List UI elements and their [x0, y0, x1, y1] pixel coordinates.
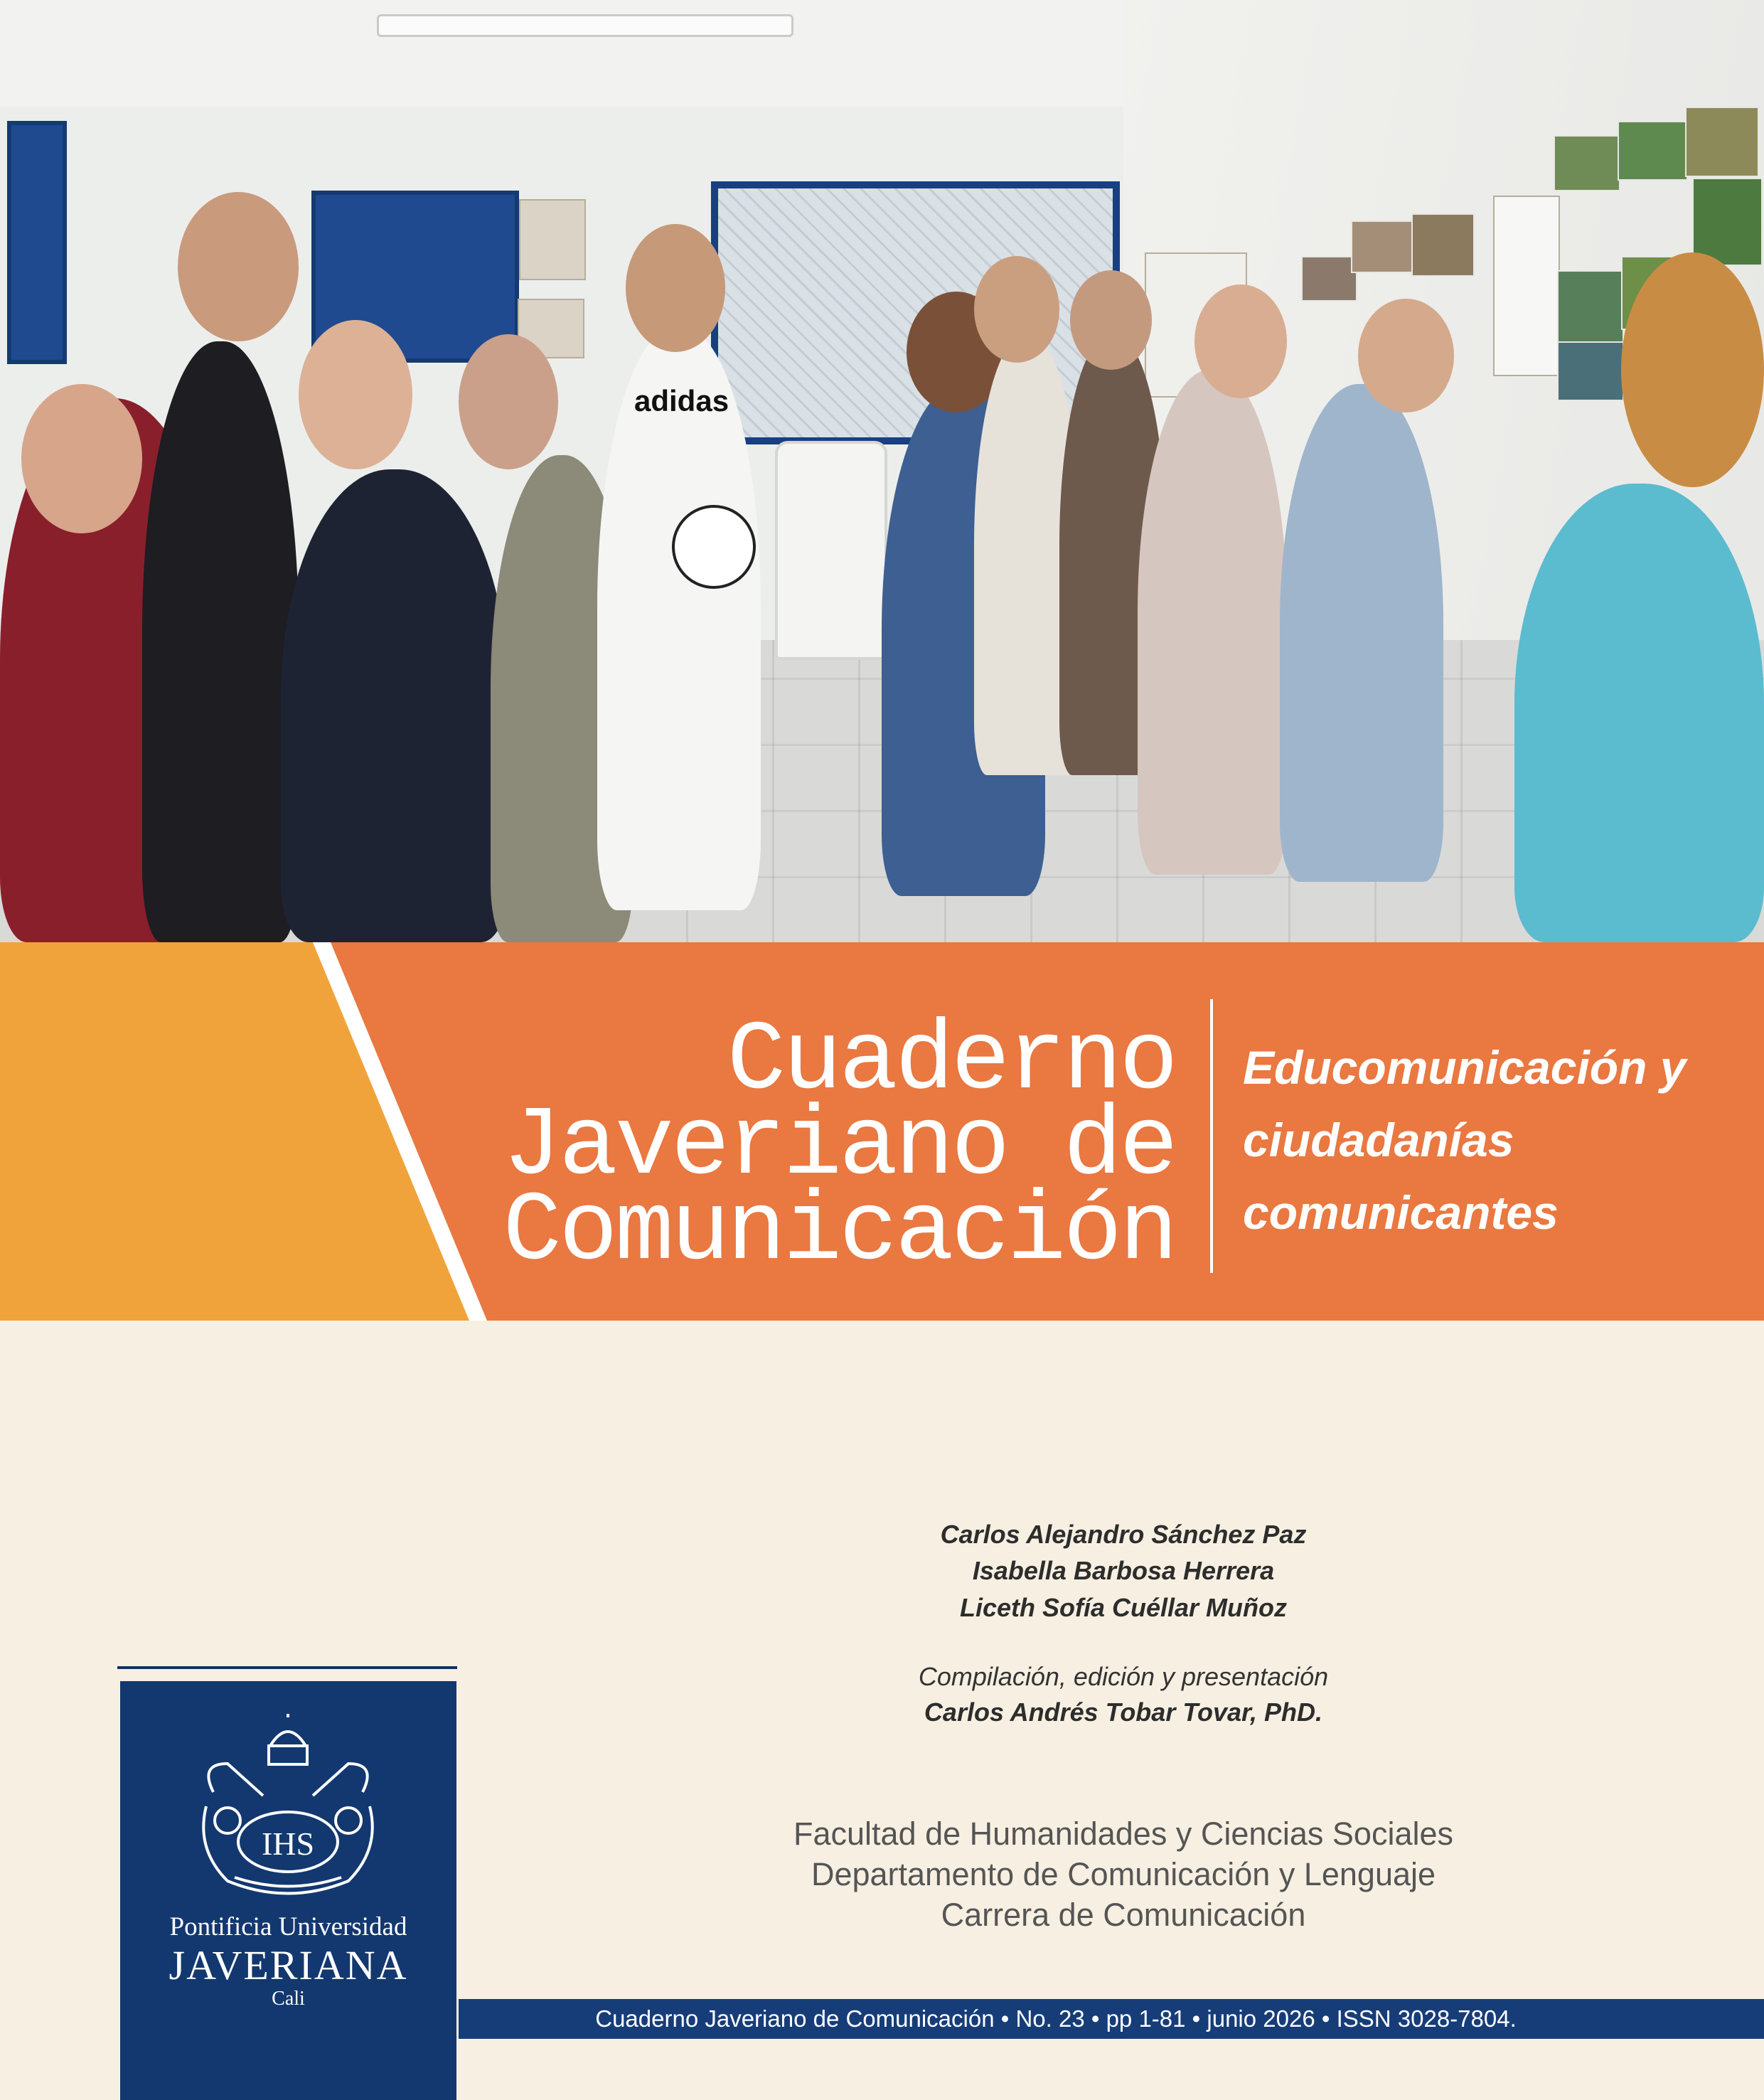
logo-line-1: Pontificia Universidad: [169, 1912, 407, 1941]
person-head: [974, 256, 1059, 363]
person-head: [1358, 299, 1454, 412]
person-head: [21, 384, 142, 533]
white-chair: [775, 441, 887, 660]
person-turquoise-shirt: [1514, 484, 1764, 942]
wall-photo: [1411, 213, 1475, 277]
wall-frame: [519, 199, 586, 280]
issue-title-line-3: comunicantes: [1243, 1186, 1559, 1239]
compilation-label: Compilación, edición y presentación: [918, 1662, 1329, 1691]
compiler-name: Carlos Andrés Tobar Tovar, PhD.: [924, 1697, 1323, 1727]
wall-photo: [1685, 107, 1759, 177]
author-2: Isabella Barbosa Herrera: [972, 1556, 1275, 1585]
soccer-ball: [672, 505, 756, 589]
person-head: [178, 192, 299, 341]
faculty-name: Facultad de Humanidades y Ciencias Sociales: [793, 1816, 1453, 1852]
person-black-shirt: [142, 341, 299, 942]
program-name: Carrera de Comunicación: [941, 1897, 1306, 1933]
wall-photo: [1351, 220, 1414, 273]
person-white-shirt: [597, 327, 761, 910]
left-blue-door: [7, 121, 67, 364]
logo-line-3: Cali: [272, 1988, 305, 2010]
series-title-line-1: Cuaderno: [727, 1006, 1175, 1117]
wall-photo: [1301, 256, 1357, 302]
title-divider: [1210, 999, 1213, 1273]
department-name: Departamento de Comunicación y Lenguaje: [811, 1856, 1436, 1892]
shirt-logo-text: adidas: [634, 384, 729, 417]
person-light-jeans: [1280, 384, 1443, 882]
university-crest-icon: [185, 1714, 391, 1906]
issue-title-line-2: ciudadanías: [1243, 1114, 1514, 1166]
wall-photo: [1554, 135, 1620, 191]
wall-photo: [1692, 178, 1763, 266]
person-head: [459, 334, 558, 469]
person-head: [1194, 284, 1287, 398]
logo-top-rule: [117, 1666, 457, 1669]
wall-photo: [1557, 270, 1624, 351]
author-3: Liceth Sofía Cuéllar Muñoz: [959, 1593, 1288, 1622]
person-head: [1621, 252, 1764, 487]
wall-photo: [1557, 341, 1624, 401]
series-title-line-2: Javeriano de: [503, 1092, 1175, 1203]
wall-panel: [1493, 196, 1560, 376]
person-navy-shirt: [281, 469, 508, 942]
wall-photo: [1618, 121, 1688, 181]
person-head: [1070, 270, 1152, 370]
person-head: [626, 224, 725, 352]
logo-line-2: JAVERIANA: [169, 1942, 408, 1988]
series-title-line-3: Comunicación: [503, 1177, 1175, 1288]
author-1: Carlos Alejandro Sánchez Paz: [940, 1520, 1307, 1549]
issue-title-line-1: Educomunicación y: [1243, 1041, 1687, 1094]
person-head: [299, 320, 412, 469]
person-pink-top: [1138, 370, 1287, 875]
crest-monogram: IHS: [261, 1825, 315, 1862]
ceiling-light: [377, 14, 793, 37]
cover-photo: [0, 0, 1764, 942]
footer-citation: Cuaderno Javeriano de Comunicación • No. 23 • pp 1-81 • junio 2026 • ISSN 3028-7804.: [595, 2005, 1517, 2032]
